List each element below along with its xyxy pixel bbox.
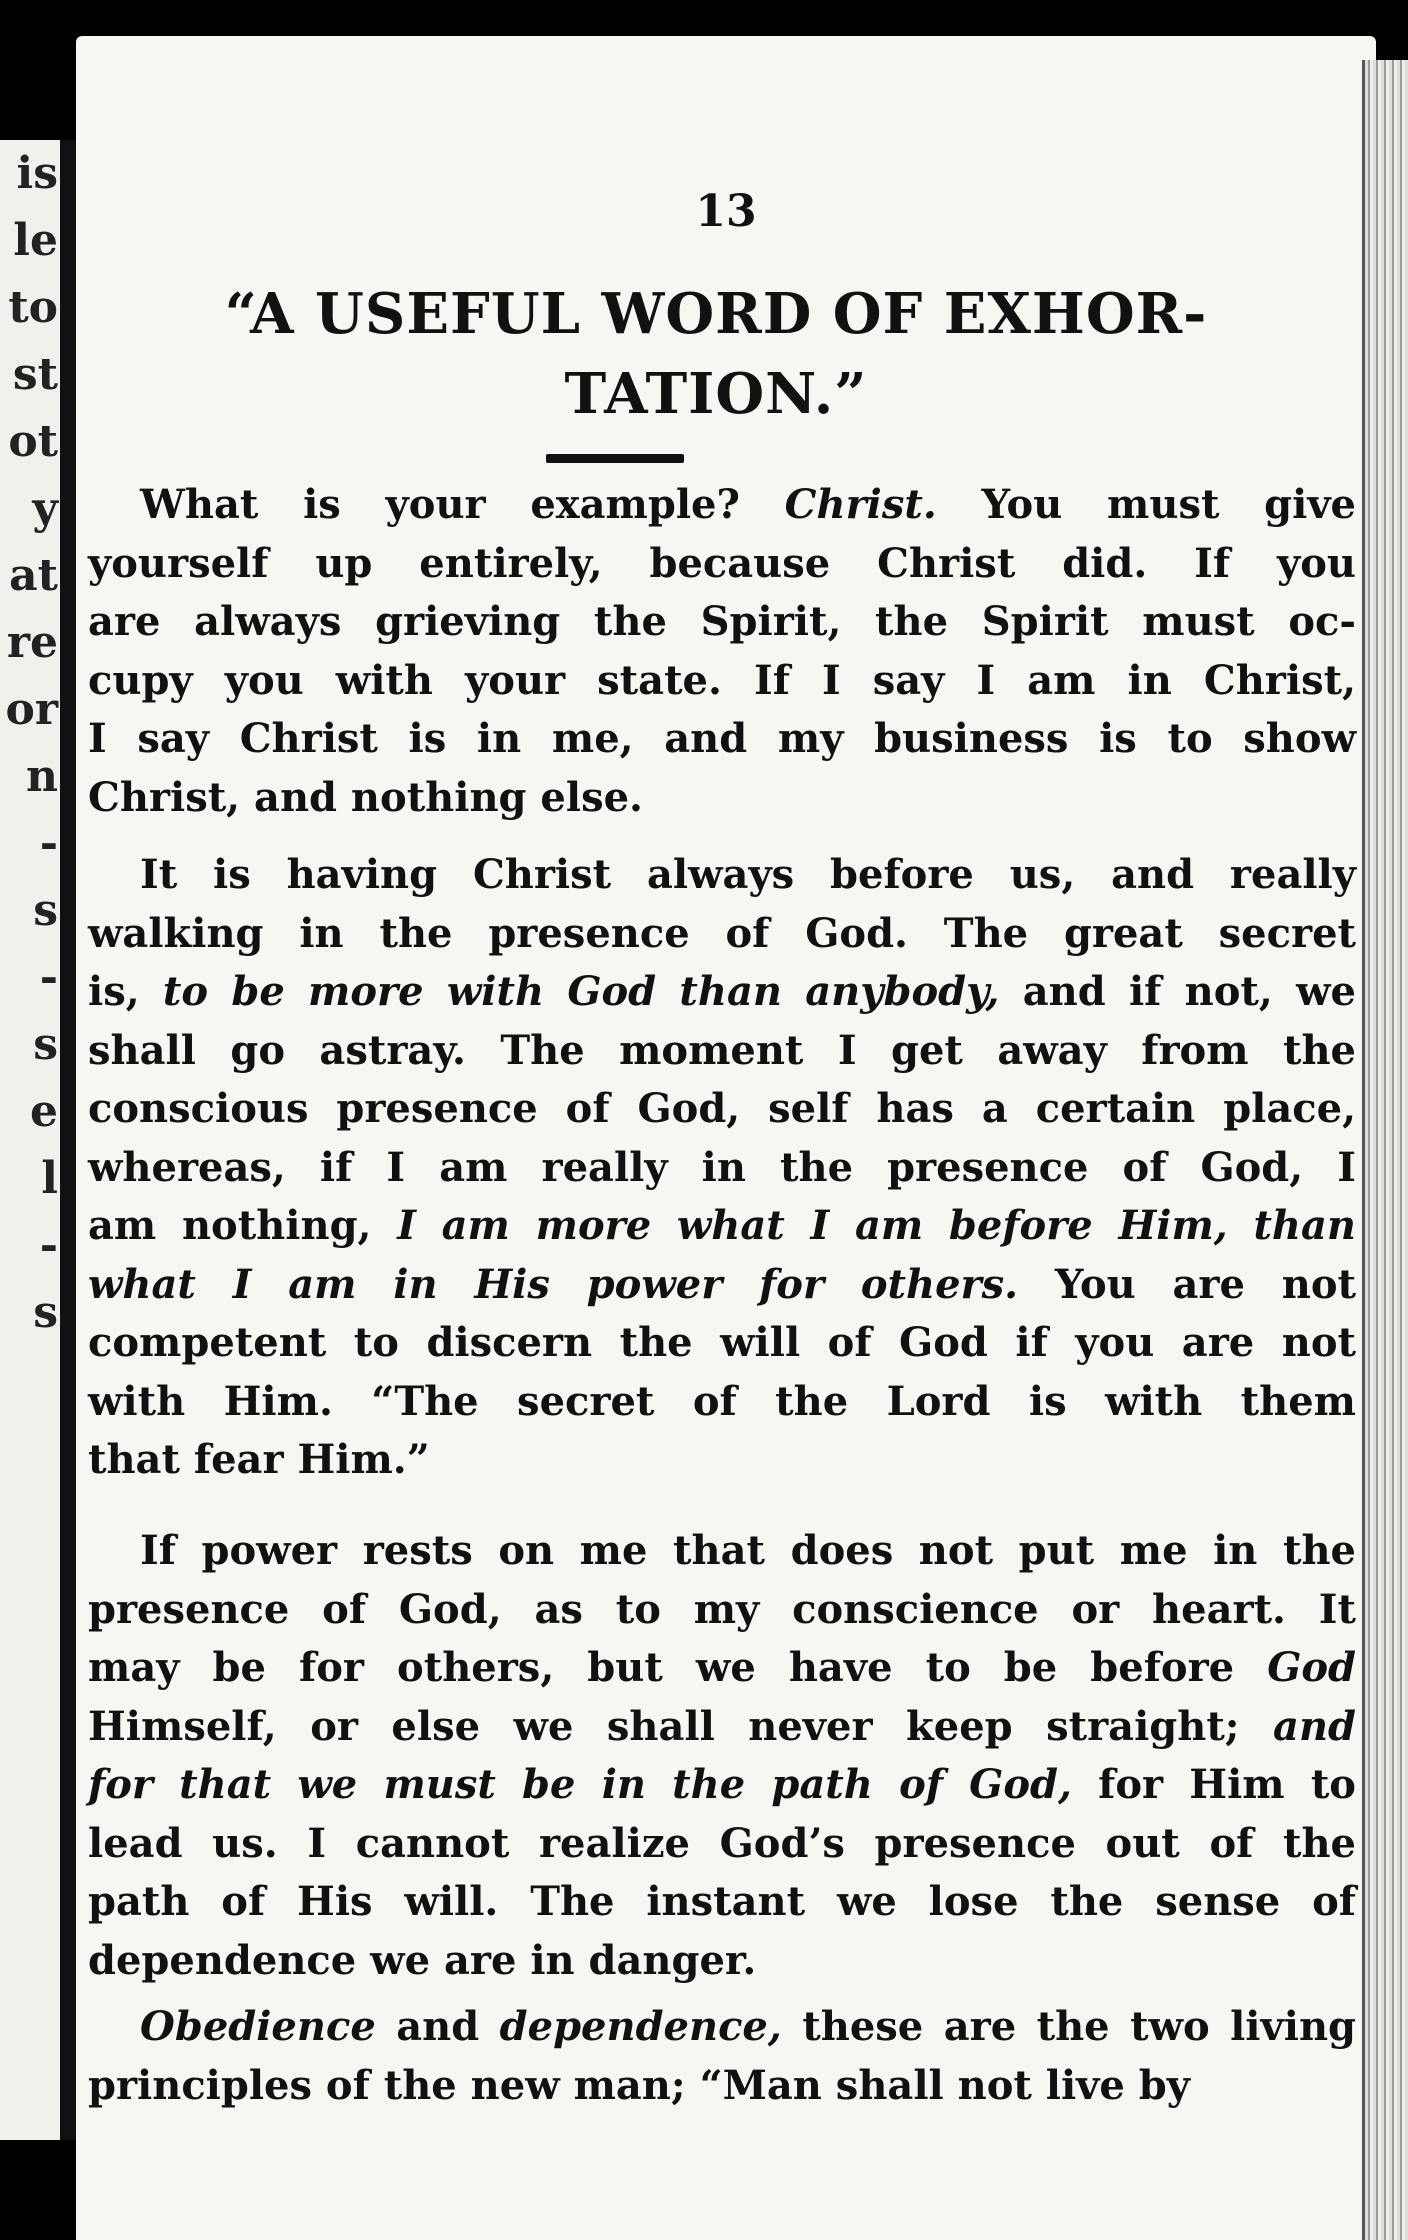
- book-page-edges: [1362, 60, 1408, 2240]
- text-line: [88, 1522, 1356, 1581]
- italic-text-run: to be more with God than anybody,: [162, 968, 1000, 1015]
- facing-page-fragment: or: [5, 684, 58, 735]
- text-run: for Him to: [1071, 1761, 1356, 1808]
- facing-page-fragment: e: [30, 1086, 58, 1137]
- text-line: [88, 1932, 1356, 1991]
- italic-text-run: dependence,: [499, 2003, 782, 2050]
- text-line: [88, 2057, 1356, 2116]
- text-run: principles of the new man; “Man shall not live by: [88, 2061, 1191, 2109]
- text-run: dependence we are in danger.: [88, 1936, 757, 1984]
- italic-text-run: Christ.: [784, 481, 937, 528]
- text-line: [88, 1022, 1356, 1081]
- paragraph-3: [76, 1522, 1376, 1990]
- text-run: these are the two living: [781, 2003, 1356, 2050]
- text-run: yourself up entirely, because Christ did. If you: [88, 539, 1356, 587]
- italic-text-run: Obedience: [140, 2003, 376, 2050]
- text-line: [88, 769, 1356, 828]
- italic-text-run: and: [1273, 1702, 1356, 1750]
- text-line: [88, 1581, 1356, 1640]
- facing-page-fragment: to: [8, 282, 58, 333]
- text-line: [88, 1197, 1356, 1256]
- text-run: You must give: [936, 481, 1357, 528]
- text-line: [88, 846, 1356, 905]
- facing-page-fragment: l: [41, 1153, 58, 1204]
- text-line: [88, 1080, 1356, 1139]
- facing-page-fragment: st: [12, 349, 58, 400]
- facing-page-fragment: -: [39, 818, 58, 869]
- italic-text-run: for that we must be in the path of God,: [88, 1761, 1072, 1808]
- text-line: [88, 963, 1356, 1022]
- text-run: are always grieving the Spirit, the Spirit must oc-: [88, 598, 1356, 645]
- chapter-title-line-1: “A USEFUL WORD OF EXHOR-: [224, 281, 1208, 347]
- text-run: that fear Him.”: [88, 1436, 430, 1483]
- text-line: [88, 476, 1356, 535]
- facing-page-fragment: s: [33, 1019, 58, 1070]
- paragraph-1: [76, 476, 1376, 827]
- text-line: [88, 1815, 1356, 1874]
- text-line: [88, 1998, 1356, 2057]
- facing-page-edge: [0, 140, 76, 2140]
- chapter-title-text: [225, 281, 1208, 427]
- facing-page-fragment: at: [9, 550, 58, 601]
- text-line: [88, 710, 1356, 769]
- text-run: cupy you with your state. If I say I am in Christ,: [88, 656, 1356, 704]
- text-run: I say Christ is in me, and my business is to show: [88, 715, 1356, 762]
- text-run: competent to discern the will of God if you are not: [88, 1319, 1356, 1366]
- text-run: shall go astray. The moment I get away from the: [88, 1026, 1356, 1074]
- text-line: [88, 593, 1356, 652]
- text-line: [88, 535, 1356, 594]
- text-run: walking in the presence of God. The great secret: [88, 909, 1356, 957]
- text-run: If power rests on me that does not put me in the: [140, 1527, 1356, 1574]
- book-page: [76, 36, 1376, 2240]
- facing-page-fragment: ot: [8, 416, 58, 467]
- chapter-title-line-2: TATION.”: [564, 361, 868, 427]
- text-run: with Him. “The secret of the Lord is with them: [88, 1377, 1356, 1425]
- facing-page-fragment: y: [32, 483, 58, 534]
- text-run: is,: [88, 968, 163, 1015]
- paragraph-4: [76, 1998, 1376, 2115]
- facing-page-fragment: s: [33, 885, 58, 936]
- text-line: [88, 1756, 1356, 1815]
- text-line: [88, 905, 1356, 964]
- text-run: may be for others, but we have to be before: [88, 1644, 1268, 1691]
- text-run: conscious presence of God, self has a certain place,: [88, 1085, 1356, 1132]
- text-line: [88, 1698, 1356, 1757]
- title-divider: [546, 454, 684, 463]
- text-run: am nothing,: [88, 1202, 398, 1249]
- facing-page-fragment: le: [13, 215, 58, 266]
- facing-page-fragment: n: [26, 751, 58, 802]
- facing-page-fragment: is: [16, 148, 58, 199]
- text-run: and if not, we: [999, 968, 1356, 1015]
- text-run: whereas, if I am really in the presence of God, I: [88, 1143, 1356, 1191]
- facing-page-fragment: -: [39, 1220, 58, 1271]
- chapter-title: [166, 274, 1266, 434]
- text-run: lead us. I cannot realize God’s presence out of the: [88, 1819, 1356, 1867]
- page-number: 13: [695, 186, 757, 237]
- text-line: [88, 1139, 1356, 1198]
- text-run: You are not: [1018, 1260, 1356, 1308]
- facing-page-fragment: s: [33, 1287, 58, 1338]
- italic-text-run: God: [1267, 1644, 1356, 1691]
- text-line: [88, 1639, 1356, 1698]
- paragraph-2: [76, 846, 1376, 1490]
- text-run: and: [375, 2003, 500, 2050]
- text-line: [88, 652, 1356, 711]
- text-line: [88, 1256, 1356, 1315]
- facing-page-fragment: re: [6, 617, 58, 668]
- text-run: It is having Christ always before us, and really: [140, 851, 1356, 898]
- text-line: [88, 1431, 1356, 1490]
- text-run: Christ, and nothing else.: [88, 773, 643, 821]
- text-run: What is your example?: [140, 481, 785, 528]
- italic-text-run: what I am in His power for others.: [88, 1260, 1019, 1308]
- text-run: path of His will. The instant we lose the sense of: [88, 1878, 1356, 1925]
- text-run: presence of God, as to my conscience or heart. It: [88, 1585, 1356, 1633]
- facing-page-fragment: -: [39, 952, 58, 1003]
- text-line: [88, 1873, 1356, 1932]
- text-line: [88, 1314, 1356, 1373]
- text-run: Himself, or else we shall never keep straight;: [88, 1702, 1274, 1750]
- text-line: [88, 1373, 1356, 1432]
- italic-text-run: I am more what I am before Him, than: [397, 1202, 1357, 1249]
